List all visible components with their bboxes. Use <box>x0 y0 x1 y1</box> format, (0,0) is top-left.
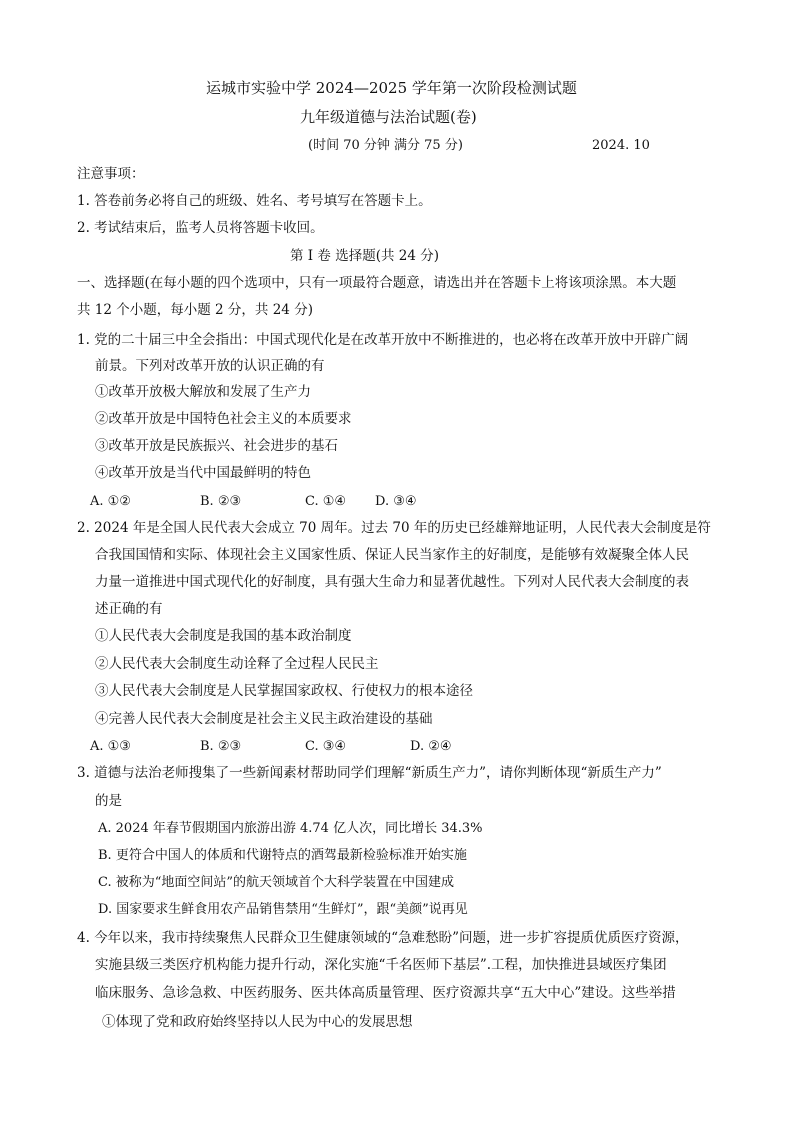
notes-heading: 注意事项： <box>77 166 145 182</box>
question-2-statement: ①人民代表大会制度是我国的基本政治制度 <box>95 628 352 644</box>
question-1-option-a: A. ①② <box>90 494 131 509</box>
question-2-option-b: B. ②③ <box>200 739 242 754</box>
question-3-stem: 3. 道德与法治老师搜集了一些新闻素材帮助同学们理解“新质生产力”，请你判断体现“新质生产力” <box>77 765 662 781</box>
subject-title: 九年级道德与法治试题(卷) <box>300 108 477 126</box>
note-item: 2. 考试结束后，监考人员将答题卡收回。 <box>77 220 324 236</box>
question-2-option-d: D. ②④ <box>410 739 452 754</box>
question-2-option-c: C. ③④ <box>305 739 347 754</box>
school-title: 运城市实验中学 2024—2025 学年第一次阶段检测试题 <box>206 79 577 97</box>
question-1-option-c: C. ①④ <box>305 494 347 509</box>
question-1-option-d: D. ③④ <box>375 494 417 509</box>
question-1-statement: ②改革开放是中国特色社会主义的本质要求 <box>95 411 352 427</box>
question-2-option-a: A. ①③ <box>90 739 131 754</box>
question-4-stem: 临床服务、急诊急救、中医药服务、医共体高质量管理、医疗资源共享“五大中心”建设。这些举措 <box>95 985 676 1001</box>
question-2-statement: ②人民代表大会制度生动诠释了全过程人民民主 <box>95 656 379 672</box>
time-score: (时间 70 分钟 满分 75 分) <box>308 138 463 153</box>
part1-instructions: 一、选择题(在每小题的四个选项中，只有一项最符合题意，请选出并在答题卡上将该项涂黑。本大题 <box>77 275 677 291</box>
part1-title: 第 I 卷 选择题(共 24 分) <box>290 248 440 264</box>
question-1-stem: 前景。下列对改革开放的认识正确的有 <box>95 358 325 374</box>
question-4-stem: 实施县级三类医疗机构能力提升行动，深化实施“千名医师下基层”.工程，加快推进县域医疗集团 <box>95 957 667 973</box>
question-2-statement: ④完善人民代表大会制度是社会主义民主政治建设的基础 <box>95 711 433 727</box>
question-1-statement: ④改革开放是当代中国最鲜明的特色 <box>95 465 311 481</box>
question-1-statement: ①改革开放极大解放和发展了生产力 <box>95 384 311 400</box>
note-item: 1. 答卷前务必将自己的班级、姓名、考号填写在答题卡上。 <box>77 193 432 209</box>
question-2-stem: 合我国国情和实际、体现社会主义国家性质、保证人民当家作主的好制度，是能够有效凝聚全体人民 <box>95 547 689 563</box>
exam-date: 2024. 10 <box>592 138 650 153</box>
question-1-stem: 1. 党的二十届三中全会指出：中国式现代化是在改革开放中不断推进的，也必将在改革开放中开辟广阔 <box>77 332 689 348</box>
question-3-option-c: C. 被称为“地面空间站”的航天领域首个大科学装置在中国建成 <box>98 875 455 890</box>
question-3-stem: 的是 <box>95 793 122 809</box>
question-3-option-a: A. 2024 年春节假期国内旅游出游 4.74 亿人次，同比增长 34.3% <box>98 821 483 836</box>
question-2-statement: ③人民代表大会制度是人民掌握国家政权、行使权力的根本途径 <box>95 683 473 699</box>
question-4-stem: 4. 今年以来，我市持续聚焦人民群众卫生健康领域的“急难愁盼”问题，进一步扩容提质优质医疗资源， <box>77 930 689 946</box>
question-4-statement: ①体现了党和政府始终坚持以人民为中心的发展思想 <box>102 1014 413 1030</box>
part1-instructions: 共 12 个小题，每小题 2 分，共 24 分) <box>77 302 313 318</box>
question-3-option-d: D. 国家要求生鲜食用农产品销售禁用“生鲜灯”，跟“美颜”说再见 <box>98 902 468 917</box>
question-2-stem: 力量一道推进中国式现代化的好制度，具有强大生命力和显著优越性。下列对人民代表大会制度的表 <box>95 574 689 590</box>
question-2-stem: 2. 2024 年是全国人民代表大会成立 70 周年。过去 70 年的历史已经雄辩地证明，人民代表大会制度是符 <box>77 520 711 536</box>
question-3-option-b: B. 更符合中国人的体质和代谢特点的酒驾最新检验标准开始实施 <box>98 848 467 863</box>
question-1-statement: ③改革开放是民族振兴、社会进步的基石 <box>95 438 338 454</box>
question-2-stem: 述正确的有 <box>95 601 163 617</box>
question-1-option-b: B. ②③ <box>200 494 242 509</box>
